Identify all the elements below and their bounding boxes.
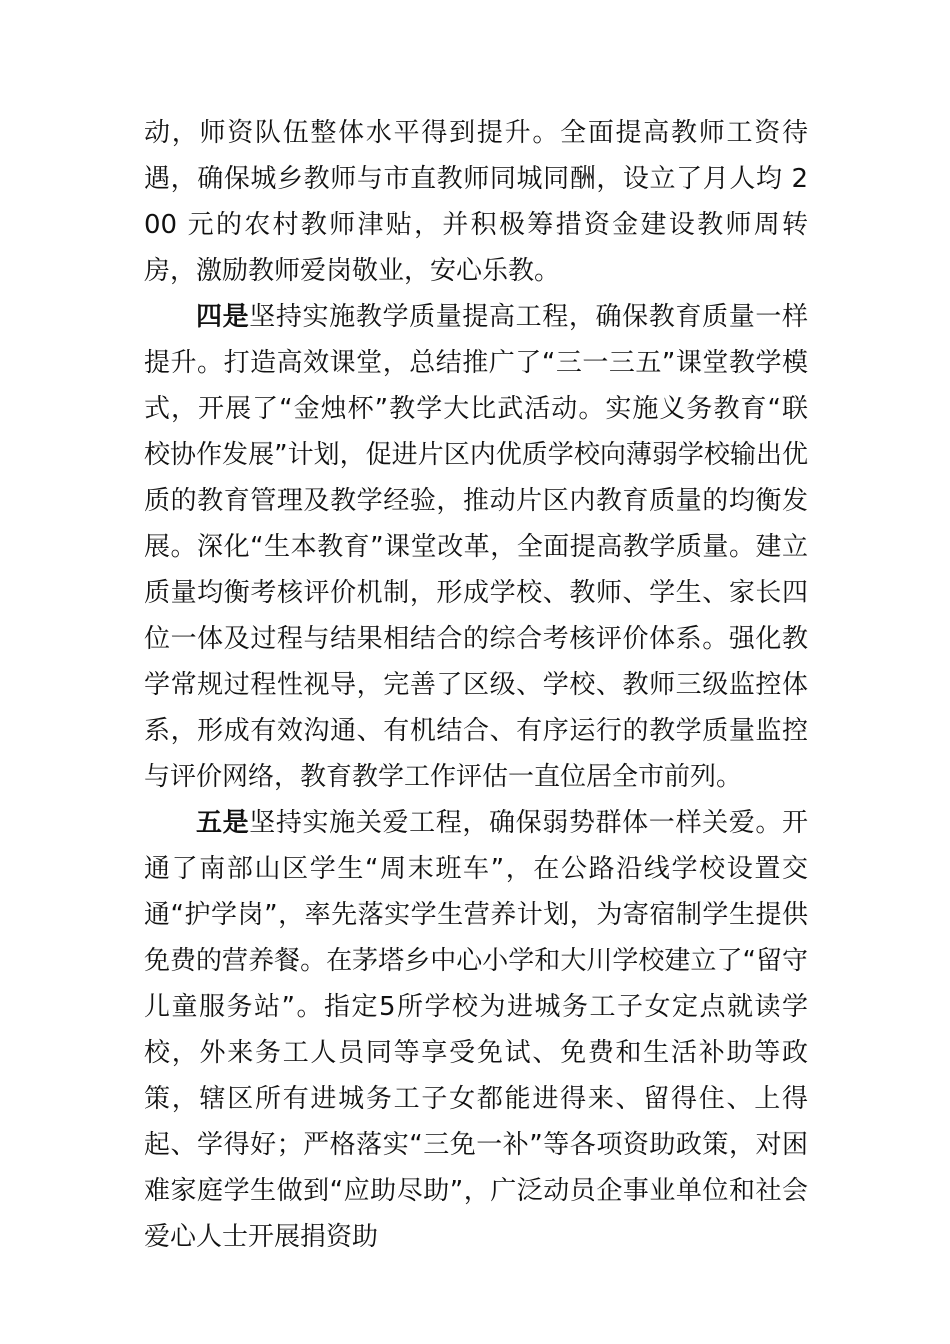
paragraph-text: 坚持实施教学质量提高工程，确保教育质量一样提升。打造高效课堂，总结推广了“三一三五”课堂教学模式，开展了“金烛杯”教学大比武活动。实施义务教育“联校协作发展”计划，促进片区内优质学校向薄弱学校输出优质的教育管理及教学经验，推动片区内教育质量的均衡发展。深化“生本教育”课堂改革，全面提高教学质量。建立质量均衡考核评价机制，形成学校、教师、学生、家长四位一体及过程与结果相结合的综合考核评价体系。强化教学常规过程性视导，完善了区级、学校、教师三级监控体系，形成有效沟通、有机结合、有序运行的教学质量监控与评价网络，教育教学工作评估一直位居全市前列。 bbox=[144, 302, 808, 792]
paragraph-text: 动，师资队伍整体水平得到提升。全面提高教师工资待遇，确保城乡教师与市直教师同城同酬，设立了月人均 200 元的农村教师津贴，并积极筹措资金建设教师周转房，激励教师爱岗敬业，安心乐教。 bbox=[144, 118, 808, 286]
paragraph-care-project bbox=[144, 800, 808, 1260]
paragraph-lead: 四是 bbox=[196, 302, 250, 332]
paragraph-lead: 五是 bbox=[196, 808, 250, 838]
paragraph-teacher-salary bbox=[144, 110, 808, 294]
paragraph-teaching-quality bbox=[144, 294, 808, 800]
paragraph-text: 坚持实施关爱工程，确保弱势群体一样关爱。开通了南部山区学生“周末班车”，在公路沿线学校设置交通“护学岗”，率先落实学生营养计划，为寄宿制学生提供免费的营养餐。在茅塔乡中心小学和大川学校建立了“留守儿童服务站”。指定5所学校为进城务工子女定点就读学校，外来务工人员同等享受免试、免费和生活补助等政策，辖区所有进城务工子女都能进得来、留得住、上得起、学得好；严格落实“三免一补”等各项资助政策，对困难家庭学生做到“应助尽助”，广泛动员企事业单位和社会爱心人士开展捐资助 bbox=[144, 808, 808, 1252]
